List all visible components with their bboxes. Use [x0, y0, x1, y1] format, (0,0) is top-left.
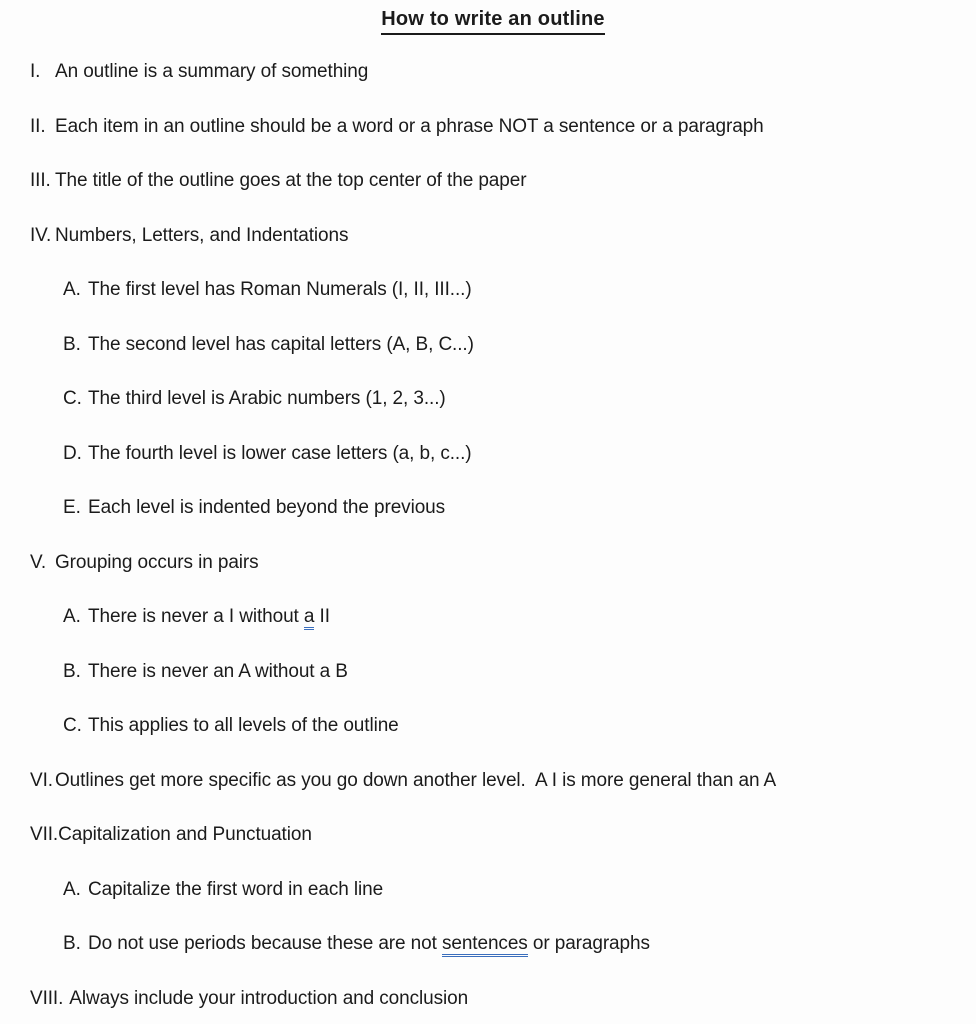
item-marker: III. [30, 170, 51, 191]
outline-item-vii-a [63, 878, 956, 902]
item-text-pre: Always include your introduction and conclusion [69, 987, 469, 1009]
item-marker: VII. [30, 824, 59, 845]
item-text-pre: Each item in an outline should be a word or a phrase NOT a sentence or a paragraph [55, 115, 764, 137]
item-text [88, 496, 445, 520]
item-marker: VI. [30, 769, 53, 791]
item-text [88, 878, 383, 902]
item-text [55, 115, 764, 139]
item-text [69, 987, 468, 1011]
item-marker: VIII. [30, 987, 64, 1009]
item-text [88, 932, 650, 956]
item-marker: A. [63, 878, 81, 900]
outline-item-iv [30, 224, 956, 248]
outline-item-vi [30, 769, 956, 793]
item-text-pre: Each level is indented beyond the previous [88, 497, 446, 518]
item-text-pre: An outline is a summary of something [55, 61, 369, 82]
outline-item-vii [30, 823, 956, 847]
outline-item-viii [30, 987, 956, 1011]
item-text-pre: Numbers, Letters, and Indentations [55, 224, 349, 246]
item-marker: A. [63, 279, 81, 300]
outline-item-vii-b [63, 932, 956, 956]
item-marker: I. [30, 61, 41, 82]
item-text-pre: This applies to all levels of the outline [88, 715, 399, 736]
item-marker: C. [63, 715, 82, 736]
item-text-pre: The third level is Arabic numbers (1, 2, 3...) [88, 388, 446, 409]
outline-item-iv-d [63, 442, 956, 466]
outline-item-iv-a [63, 278, 956, 302]
outline-item-ii [30, 115, 956, 139]
item-text [88, 387, 446, 411]
item-marker: II. [30, 115, 46, 137]
item-text [88, 660, 348, 684]
item-text-pre: Do not use periods because these are not [88, 933, 442, 954]
item-text [88, 278, 472, 302]
outline-item-v-a [63, 605, 956, 629]
item-text [88, 333, 474, 357]
page-title-text: How to write an outline [381, 6, 605, 35]
item-text [55, 551, 259, 575]
outline-content [30, 60, 956, 1011]
item-text-post: or paragraphs [527, 933, 650, 954]
item-text-pre: Outlines get more specific as you go down another level. A I is more general than an A [55, 769, 777, 791]
outline-item-iv-c [63, 387, 956, 411]
item-marker: D. [63, 442, 82, 464]
grammar-underline: sentences [442, 933, 528, 957]
outline-item-iv-b [63, 333, 956, 357]
item-text [55, 60, 368, 84]
item-marker: E. [63, 497, 81, 518]
item-text-pre: There is never an A without a B [88, 660, 348, 682]
item-marker: B. [63, 660, 81, 682]
item-text-pre: The first level has Roman Numerals (I, II, III...) [88, 279, 472, 300]
item-text [55, 769, 776, 793]
item-text-pre: The second level has capital letters (A, B, C...) [88, 333, 474, 355]
item-text [88, 605, 330, 629]
item-text [58, 823, 312, 847]
item-text-pre: Grouping occurs in pairs [55, 551, 259, 573]
item-text-pre: There is never a I without [88, 606, 304, 627]
item-text-post: II [314, 606, 330, 627]
page-title [30, 6, 956, 32]
outline-item-v-c [63, 714, 956, 738]
item-text [55, 169, 526, 193]
item-text-pre: The title of the outline goes at the top center of the paper [55, 170, 527, 191]
item-marker: A. [63, 606, 81, 627]
item-marker: IV. [30, 224, 52, 246]
item-marker: C. [63, 388, 82, 409]
item-text-pre: Capitalize the first word in each line [88, 878, 384, 900]
outline-item-iv-e [63, 496, 956, 520]
item-text-pre: Capitalization and Punctuation [58, 824, 312, 845]
item-marker: B. [63, 933, 81, 954]
outline-item-v [30, 551, 956, 575]
grammar-underline: a [304, 606, 314, 630]
outline-item-iii [30, 169, 956, 193]
outline-item-v-b [63, 660, 956, 684]
outline-item-i [30, 60, 956, 84]
item-marker: B. [63, 333, 81, 355]
item-text [55, 224, 348, 248]
item-marker: V. [30, 551, 47, 573]
item-text-pre: The fourth level is lower case letters (a, b, c...) [88, 442, 472, 464]
item-text [88, 442, 472, 466]
item-text [88, 714, 399, 738]
